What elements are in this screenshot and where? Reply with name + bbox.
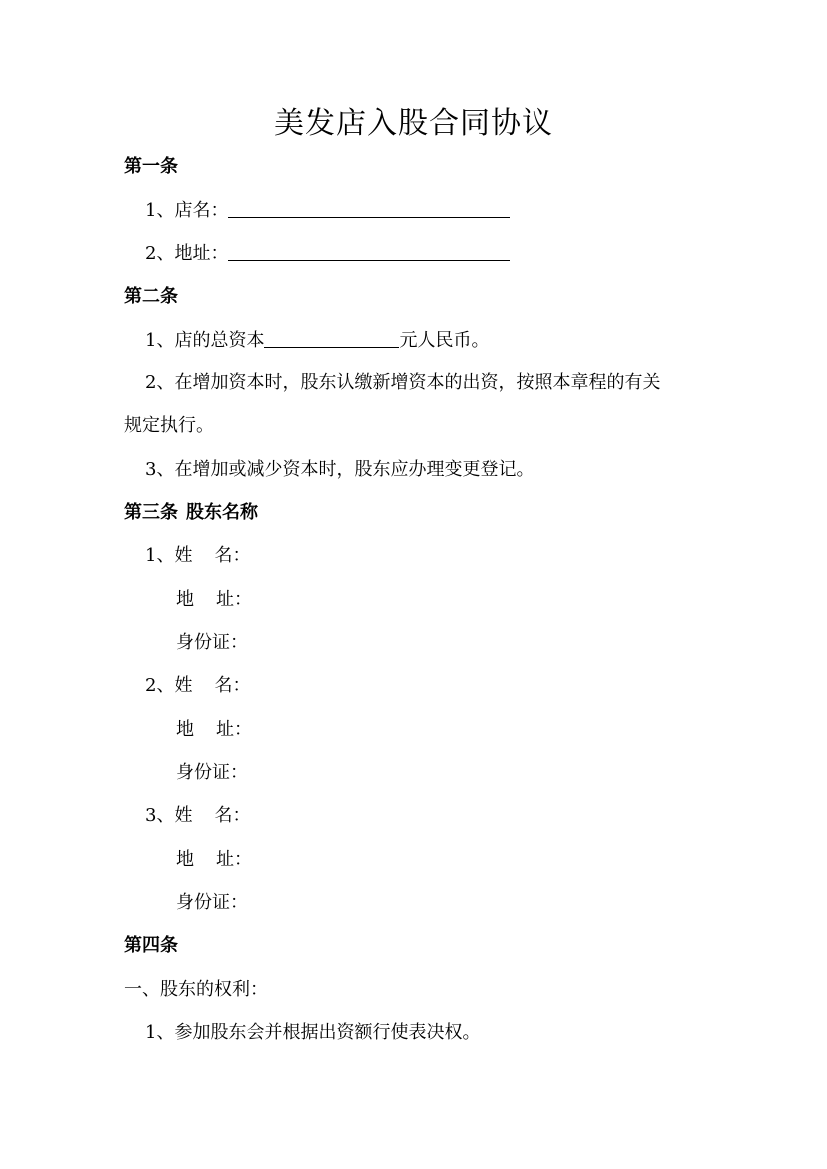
shareholder-1-number: 1、 [145, 545, 175, 566]
shareholder-2-address [176, 717, 252, 743]
address-label-a: 地 [176, 719, 194, 740]
address-label-a: 地 [176, 589, 194, 610]
shareholder-2-name [145, 673, 250, 699]
shareholder-2-id: 身份证： [176, 762, 248, 783]
article-1-heading: 第一条 [124, 156, 178, 177]
name-label-b: 名： [214, 805, 251, 826]
article-3-subtitle: 股东名称 [186, 502, 258, 523]
address-label-a: 地 [176, 849, 194, 870]
address-label-b: 址： [216, 719, 252, 740]
article-4-heading: 第四条 [124, 935, 178, 956]
address-label: 2、地址： [145, 243, 229, 264]
capital-increase-line-2: 规定执行。 [124, 415, 214, 436]
total-capital-pre: 1、店的总资本 [145, 330, 265, 351]
shop-name-line [145, 197, 510, 224]
shareholder-1-address [176, 587, 252, 613]
shareholder-3-name [145, 803, 250, 829]
shareholder-1-name [145, 543, 250, 569]
capital-increase-line-1: 2、在增加资本时，股东认缴新增资本的出资，按照本章程的有关 [145, 372, 661, 393]
total-capital-post: 元人民币。 [399, 330, 490, 351]
shareholder-3-number: 3、 [145, 805, 175, 826]
shareholder-3-id: 身份证： [176, 892, 248, 913]
address-label-b: 址： [216, 849, 252, 870]
document-title: 美发店入股合同协议 [274, 106, 553, 141]
name-label-a: 姓 [174, 805, 193, 826]
article-2-heading: 第二条 [124, 286, 178, 307]
article-3-number: 第三条 [124, 502, 178, 523]
total-capital-blank [264, 327, 399, 348]
shareholder-1-id: 身份证： [176, 632, 248, 653]
name-label-b: 名： [214, 545, 251, 566]
name-label-b: 名： [214, 675, 251, 696]
address-blank [228, 240, 510, 261]
name-label-a: 姓 [174, 545, 193, 566]
capital-change-line: 3、在增加或减少资本时，股东应办理变更登记。 [145, 459, 535, 480]
name-label-a: 姓 [174, 675, 193, 696]
total-capital-line [145, 327, 489, 354]
article-3-heading [124, 500, 258, 526]
shareholder-rights-heading: 一、股东的权利： [124, 979, 268, 1000]
address-line [145, 240, 510, 267]
shop-name-label: 1、店名： [145, 200, 229, 221]
shop-name-blank [228, 197, 510, 218]
shareholder-2-number: 2、 [145, 675, 175, 696]
address-label-b: 址： [216, 589, 252, 610]
shareholder-3-address [176, 847, 252, 873]
voting-right-line: 1、参加股东会并根据出资额行使表决权。 [145, 1022, 481, 1043]
